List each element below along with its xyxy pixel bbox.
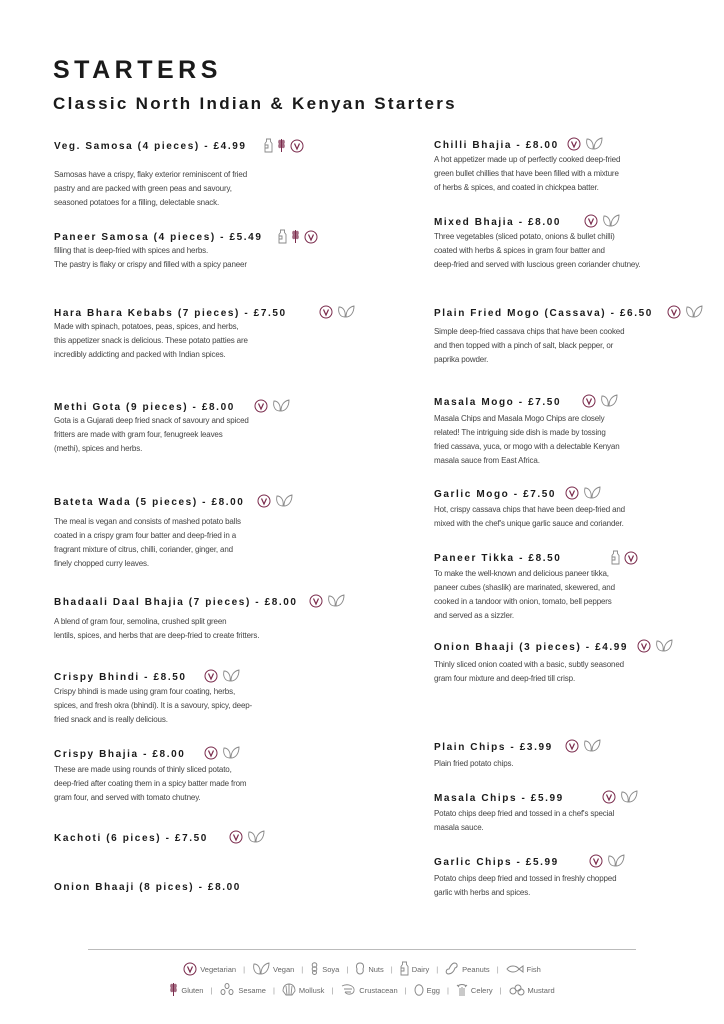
- menu-item-name: Veg. Samosa (4 pieces) - £4.99: [54, 140, 247, 152]
- menu-item-description: [434, 807, 614, 835]
- menu-item-description: [434, 325, 624, 367]
- menu-item-name: Paneer Tikka - £8.50: [434, 552, 562, 564]
- description-line: Gota is a Gujarati deep fried snack of savoury and spiced: [54, 416, 249, 425]
- description-line: fried snack and is really delicious.: [54, 715, 168, 724]
- menu-item-header: [434, 739, 724, 755]
- description-line: fried cassava, yuca, or mogo with a delectable Kenyan: [434, 442, 620, 451]
- menu-item-description: [54, 168, 247, 210]
- allergen-icons: [565, 739, 601, 753]
- menu-item-name: Garlic Mogo - £7.50: [434, 488, 557, 500]
- legend-separator: |: [436, 965, 439, 974]
- menu-item-header: [54, 669, 354, 685]
- menu-item-name: Onion Bhaaji (8 pices) - £8.00: [54, 881, 241, 893]
- allergen-icons: [204, 746, 240, 760]
- allergen-icons: [637, 639, 673, 653]
- menu-item-header: [54, 830, 354, 846]
- allergen-icons: [309, 594, 345, 608]
- page-subtitle: Classic North Indian & Kenyan Starters: [53, 94, 457, 113]
- menu-item-description: [54, 685, 252, 727]
- vegetarian-icon: [667, 305, 681, 319]
- vegan-icon: [620, 790, 638, 804]
- legend-label: Dairy: [411, 965, 430, 974]
- menu-item-description: [434, 757, 513, 771]
- gluten-icon: [277, 138, 286, 153]
- vegan-icon: [275, 494, 293, 508]
- allergen-icons: [565, 486, 601, 500]
- menu-item-header: [54, 879, 354, 895]
- menu-item-header: [434, 790, 724, 806]
- soya-icon: [310, 962, 319, 977]
- description-line: and then topped with a pinch of salt, black pepper, or: [434, 341, 614, 350]
- legend-label: Sesame: [238, 986, 266, 995]
- legend-item: [183, 962, 236, 978]
- menu-item-description: [54, 763, 246, 805]
- description-line: paneer cubes (shaslik) are marinated, skewered, and: [434, 583, 615, 592]
- menu-item-description: [434, 230, 641, 272]
- menu-item-description: [434, 658, 624, 686]
- menu-item-name: Garlic Chips - £5.99: [434, 856, 559, 868]
- dairy-icon: [278, 229, 287, 244]
- menu-item-header: [434, 550, 724, 566]
- menu-item-name: Kachoti (6 pices) - £7.50: [54, 832, 208, 844]
- menu-item: [54, 229, 354, 269]
- description-line: Thinly sliced onion coated with a basic, subtly seasoned: [434, 660, 624, 669]
- description-line: garlic with herbs and spices.: [434, 888, 531, 897]
- menu-item-description: [434, 567, 615, 623]
- legend-item: [400, 961, 430, 978]
- description-line: Hot, crispy cassava chips that have been deep-fried and: [434, 505, 625, 514]
- vegetarian-icon: [319, 305, 333, 319]
- description-line: paprika powder.: [434, 355, 489, 364]
- description-line: These are made using rounds of thinly sliced potato,: [54, 765, 232, 774]
- menu-item: [54, 669, 354, 724]
- gluten-icon: [291, 229, 300, 244]
- allergen-icons: [254, 399, 290, 413]
- description-line: finely chopped curry leaves.: [54, 559, 149, 568]
- menu-item-name: Masala Mogo - £7.50: [434, 396, 562, 408]
- menu-item-description: [54, 515, 241, 571]
- legend-item: [509, 984, 555, 998]
- legend-item: [445, 962, 490, 977]
- menu-item: [54, 138, 354, 207]
- vegan-icon: [655, 639, 673, 653]
- allergen-icons: [582, 394, 618, 408]
- vegan-icon: [247, 830, 265, 844]
- legend-separator: |: [331, 986, 334, 995]
- allergen-icons: [567, 137, 603, 151]
- menu-item-header: [54, 138, 354, 154]
- vegetarian-icon: [565, 739, 579, 753]
- vegetarian-icon: [589, 854, 603, 868]
- menu-item: [54, 594, 354, 640]
- legend-item: [355, 962, 383, 977]
- menu-item-description: [54, 320, 248, 362]
- description-line: masala sauce from East Africa.: [434, 456, 540, 465]
- vegetarian-icon: [624, 551, 638, 565]
- menu-item: [434, 305, 724, 364]
- legend-item: [219, 983, 266, 998]
- vegan-icon: [327, 594, 345, 608]
- allergen-icons: [204, 669, 240, 683]
- vegetarian-icon: [204, 669, 218, 683]
- legend-separator: |: [404, 986, 407, 995]
- legend-item: [414, 983, 440, 998]
- legend-label: Egg: [426, 986, 440, 995]
- dairy-icon: [611, 550, 620, 565]
- legend-separator: |: [301, 965, 304, 974]
- page-title: STARTERS: [53, 56, 222, 84]
- description-line: filling that is deep-fried with spices and herbs.: [54, 246, 209, 255]
- description-line: A blend of gram four, semolina, crushed split green: [54, 617, 227, 626]
- description-line: coated with herbs & spices in gram four batter and: [434, 246, 605, 255]
- description-line: Samosas have a crispy, flaky exterior reminiscent of fried: [54, 170, 248, 179]
- menu-item-description: [54, 244, 247, 272]
- description-line: pastry and are packed with green peas and savoury,: [54, 184, 232, 193]
- dairy-icon: [400, 961, 409, 978]
- vegetarian-icon: [183, 962, 197, 978]
- description-line: masala sauce.: [434, 823, 484, 832]
- menu-item-description: [434, 503, 625, 531]
- description-line: (methi), spices and herbs.: [54, 444, 143, 453]
- menu-item-name: Crispy Bhindi - £8.50: [54, 671, 187, 683]
- menu-item: [54, 830, 354, 846]
- vegetarian-icon: [304, 230, 318, 244]
- menu-item-header: [54, 305, 354, 321]
- description-line: coated in a crispy gram four batter and deep-fried in a: [54, 531, 237, 540]
- menu-item-header: [434, 854, 724, 870]
- description-line: gram four, and served with tomato chutney.: [54, 793, 201, 802]
- menu-item: [54, 494, 354, 568]
- vegan-icon: [600, 394, 618, 408]
- legend-separator: |: [496, 965, 499, 974]
- description-line: green bullet chillies that have been filled with a mixture: [434, 169, 619, 178]
- menu-item-name: Bhadaali Daal Bhajia (7 pieces) - £8.00: [54, 596, 298, 608]
- menu-item-header: [434, 305, 724, 321]
- vegetarian-icon: [229, 830, 243, 844]
- menu-item-description: [54, 615, 259, 643]
- menu-item-header: [54, 746, 354, 762]
- allergen-icons: [264, 138, 304, 153]
- vegetarian-icon: [290, 139, 304, 153]
- legend-label: Nuts: [368, 965, 384, 974]
- legend-label: Vegetarian: [200, 965, 237, 974]
- description-line: deep-fried after coating them in a spicy batter made from: [54, 779, 247, 788]
- menu-item-name: Paneer Samosa (4 pieces) - £5.49: [54, 231, 263, 243]
- menu-item-description: [434, 412, 620, 468]
- legend-label: Peanuts: [462, 965, 490, 974]
- mollusk-icon: [282, 983, 296, 998]
- legend-separator: |: [210, 986, 213, 995]
- legend-item: [252, 962, 294, 978]
- description-line: related! The intriguing side dish is made by tossing: [434, 428, 606, 437]
- description-line: and served as a sizzler.: [434, 611, 514, 620]
- description-line: Plain fried potato chips.: [434, 759, 514, 768]
- vegan-icon: [337, 305, 355, 319]
- vegetarian-icon: [257, 494, 271, 508]
- menu-item-name: Plain Chips - £3.99: [434, 741, 553, 753]
- allergen-icons: [278, 229, 318, 244]
- allergen-icons: [602, 790, 638, 804]
- menu-item-description: [434, 153, 620, 195]
- menu-item: [434, 639, 724, 683]
- menu-item: [434, 137, 724, 192]
- legend-label: Fish: [526, 965, 541, 974]
- vegan-icon: [583, 486, 601, 500]
- menu-item-header: [434, 486, 724, 502]
- divider: [88, 949, 636, 950]
- description-line: The meal is vegan and consists of mashed potato balls: [54, 517, 241, 526]
- menu-item-header: [434, 214, 724, 230]
- fish-icon: [506, 964, 524, 976]
- vegetarian-icon: [637, 639, 651, 653]
- description-line: cooked in a tandoor with onion, tomato, bell peppers: [434, 597, 612, 606]
- legend-separator: |: [243, 965, 246, 974]
- menu-item: [54, 399, 354, 453]
- menu-item-header: [434, 137, 724, 153]
- allergen-icons: [584, 214, 620, 228]
- description-line: To make the well-known and delicious paneer tikka,: [434, 569, 609, 578]
- menu-item: [434, 854, 724, 897]
- description-line: Three vegetables (sliced potato, onions & bullet chilli): [434, 232, 615, 241]
- celery-icon: [456, 983, 468, 999]
- vegetarian-icon: [584, 214, 598, 228]
- menu-item-name: Onion Bhaaji (3 pieces) - £4.99: [434, 641, 629, 653]
- allergen-icons: [319, 305, 355, 319]
- menu-item-header: [54, 594, 354, 610]
- vegetarian-icon: [254, 399, 268, 413]
- menu-item: [434, 394, 724, 465]
- menu-item-description: [54, 414, 249, 456]
- legend-item: [310, 962, 339, 977]
- description-line: gram four mixture and deep-fried till crisp.: [434, 674, 576, 683]
- legend-label: Gluten: [181, 986, 204, 995]
- description-line: incredibly addicting and packed with Indian spices.: [54, 350, 226, 359]
- vegan-icon: [607, 854, 625, 868]
- menu-item-header: [434, 639, 724, 655]
- legend-row: [0, 982, 724, 999]
- description-line: Simple deep-fried cassava chips that have been cooked: [434, 327, 625, 336]
- gluten-icon: [169, 982, 178, 999]
- menu-item: [54, 305, 354, 359]
- menu-item-name: Methi Gota (9 pieces) - £8.00: [54, 401, 235, 413]
- menu-item: [54, 746, 354, 802]
- menu-item-name: Chilli Bhajia - £8.00: [434, 139, 559, 151]
- menu-item: [434, 486, 724, 528]
- description-line: this appetizer snack is delicious. These potato patties are: [54, 336, 248, 345]
- legend-label: Soya: [322, 965, 340, 974]
- legend-row: [0, 961, 724, 978]
- allergen-icons: [611, 550, 638, 565]
- nuts-icon: [355, 962, 365, 977]
- description-line: Crispy bhindi is made using gram four coating, herbs,: [54, 687, 236, 696]
- description-line: of herbs & spices, and coated in chickpea batter.: [434, 183, 599, 192]
- vegetarian-icon: [567, 137, 581, 151]
- vegetarian-icon: [602, 790, 616, 804]
- legend-item: [282, 983, 324, 998]
- crustacean-icon: [340, 983, 356, 998]
- description-line: seasoned potatoes for a filling, delectable snack.: [54, 198, 220, 207]
- allergen-icons: [589, 854, 625, 868]
- description-line: A hot appetizer made up of perfectly cooked deep-fried: [434, 155, 621, 164]
- menu-item-header: [54, 494, 354, 510]
- legend-separator: |: [346, 965, 349, 974]
- legend-item: [340, 983, 397, 998]
- menu-item-name: Crispy Bhajia - £8.00: [54, 748, 186, 760]
- legend-separator: |: [446, 986, 449, 995]
- description-line: fragrant mixture of citrus, chilli, coriander, ginger, and: [54, 545, 233, 554]
- legend-label: Mollusk: [298, 986, 325, 995]
- legend-separator: |: [390, 965, 393, 974]
- legend-label: Vegan: [273, 965, 295, 974]
- legend-label: Crustacean: [359, 986, 398, 995]
- egg-icon: [414, 983, 424, 998]
- vegan-icon: [585, 137, 603, 151]
- menu-item-header: [434, 394, 724, 410]
- vegan-icon: [583, 739, 601, 753]
- legend-label: Mustard: [527, 986, 555, 995]
- description-line: lentils, spices, and herbs that are deep-fried to create fritters.: [54, 631, 260, 640]
- menu-item: [434, 790, 724, 832]
- vegan-icon: [222, 746, 240, 760]
- menu-item-header: [54, 229, 354, 245]
- legend-separator: |: [272, 986, 275, 995]
- vegetarian-icon: [204, 746, 218, 760]
- menu-item-name: Bateta Wada (5 pieces) - £8.00: [54, 496, 245, 508]
- vegan-icon: [222, 669, 240, 683]
- menu-item: [434, 214, 724, 269]
- dairy-icon: [264, 138, 273, 153]
- menu-item: [434, 550, 724, 620]
- vegan-icon: [272, 399, 290, 413]
- vegan-icon: [602, 214, 620, 228]
- description-line: mixed with the chef's unique garlic sauce and coriander.: [434, 519, 624, 528]
- description-line: Potato chips deep fried and tossed in a chef's special: [434, 809, 615, 818]
- sesame-icon: [219, 983, 235, 998]
- legend-item: [169, 982, 203, 999]
- menu-item: [434, 739, 724, 768]
- description-line: spices, and fresh okra (bhindi). It is a savoury, spicy, deep-: [54, 701, 253, 710]
- mustard-icon: [509, 984, 525, 998]
- vegetarian-icon: [565, 486, 579, 500]
- vegetarian-icon: [309, 594, 323, 608]
- menu-item-name: Mixed Bhajia - £8.00: [434, 216, 562, 228]
- description-line: The pastry is flaky or crispy and filled with a spicy paneer: [54, 260, 247, 269]
- allergen-icons: [667, 305, 703, 319]
- description-line: fritters are made with gram four, fenugreek leaves: [54, 430, 223, 439]
- legend-label: Celery: [470, 986, 493, 995]
- vegan-icon: [252, 962, 270, 978]
- description-line: deep-fried and served with luscious green coriander chutney.: [434, 260, 641, 269]
- description-line: Made with spinach, potatoes, peas, spices, and herbs,: [54, 322, 239, 331]
- description-line: Potato chips deep fried and tossed in freshly chopped: [434, 874, 617, 883]
- description-line: Masala Chips and Masala Mogo Chips are closely: [434, 414, 605, 423]
- menu-item-name: Plain Fried Mogo (Cassava) - £6.50: [434, 307, 653, 319]
- legend-item: [456, 983, 493, 999]
- vegetarian-icon: [582, 394, 596, 408]
- allergen-icons: [229, 830, 265, 844]
- menu-item-name: Masala Chips - £5.99: [434, 792, 564, 804]
- menu-item-name: Hara Bhara Kebabs (7 pieces) - £7.50: [54, 307, 287, 319]
- legend-item: [506, 964, 541, 976]
- legend-separator: |: [499, 986, 502, 995]
- vegan-icon: [685, 305, 703, 319]
- menu-item: [54, 879, 354, 895]
- menu-item-header: [54, 399, 354, 415]
- menu-item-description: [434, 872, 616, 900]
- allergen-icons: [257, 494, 293, 508]
- peanuts-icon: [445, 962, 459, 977]
